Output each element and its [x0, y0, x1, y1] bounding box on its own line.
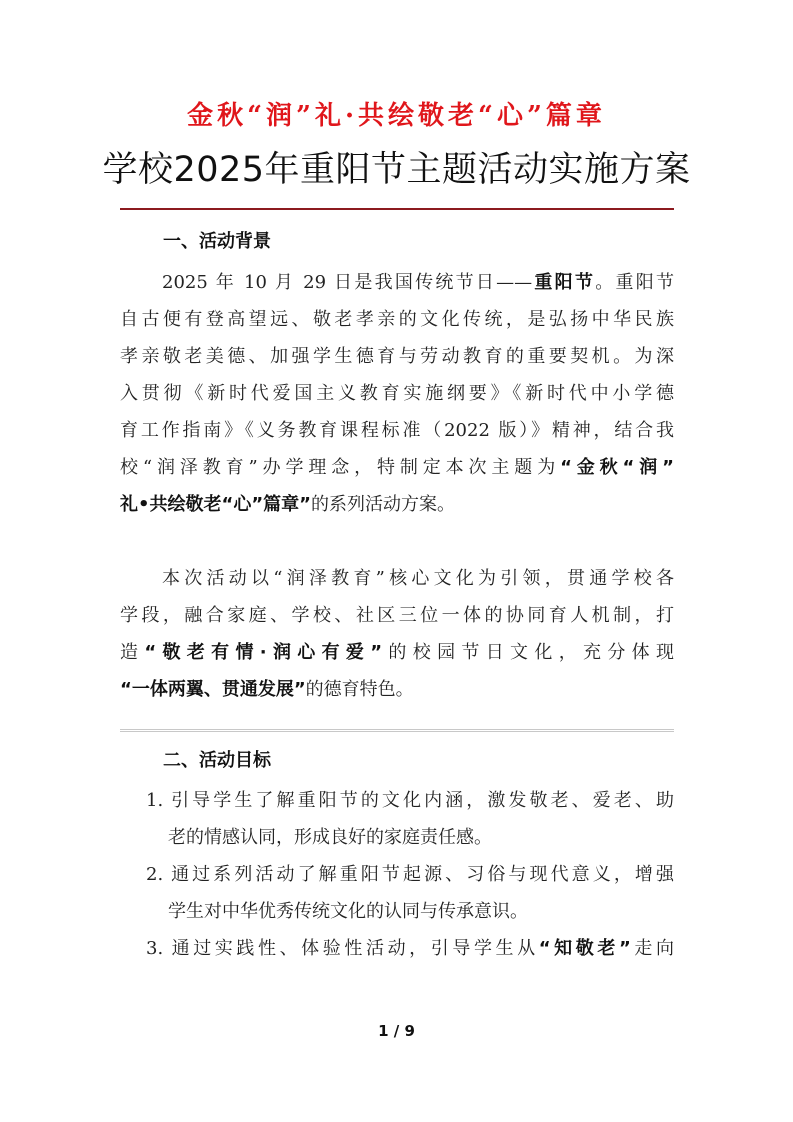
- list-item: 1. 引导学生了解重阳节的文化内涵，激发敬老、爱老、助 老的情感认同，形成良好的家庭责任感。: [146, 782, 674, 856]
- document-title: 学校2025年重阳节主题活动实施方案: [102, 150, 691, 190]
- text-line: 孝亲敬老美德、加强学生德育与劳动教育的重要契机。为深: [120, 346, 674, 367]
- page-number: 1 / 9: [378, 1022, 415, 1040]
- text-line: 2025 年 10 月 29 日是我国传统节日——重阳节。重阳节: [162, 272, 675, 293]
- text-line: 育工作指南》《义务教育课程标准（2022 版）》精神，结合我: [120, 420, 674, 441]
- text-line: “一体两翼、贯通发展”的德育特色。: [120, 679, 414, 700]
- list-number: 1.: [146, 790, 164, 811]
- list-number: 3.: [146, 938, 164, 959]
- text-line: 入贯彻《新时代爱国主义教育实施纲要》《新时代中小学德: [120, 383, 674, 404]
- background-paragraph-2: [120, 560, 674, 708]
- background-paragraph-1: [120, 264, 674, 523]
- text-line: 自古便有登高望远、敬老孝亲的文化传统，是弘扬中华民族: [120, 309, 674, 330]
- goals-list: [146, 782, 674, 967]
- list-item: 3. 通过实践性、体验性活动，引导学生从“知敬老”走向: [146, 930, 674, 967]
- section-heading-goals: 二、活动目标: [163, 750, 271, 771]
- text-line: 本次活动以“润泽教育”核心文化为引领，贯通学校各: [162, 568, 674, 589]
- text-line: 造“敬老有情·润心有爱”的校园节日文化，充分体现: [120, 642, 675, 663]
- title-divider: [120, 208, 674, 210]
- section-divider: [120, 729, 674, 732]
- list-number: 2.: [146, 864, 164, 885]
- list-item: 2. 通过系列活动了解重阳节起源、习俗与现代意义，增强 学生对中华优秀传统文化的认同与传承意识。: [146, 856, 674, 930]
- document-subtitle: 金秋“润”礼·共绘敬老“心”篇章: [187, 101, 606, 131]
- text-line: 礼•共绘敬老“心”篇章”的系列活动方案。: [120, 494, 455, 515]
- text-line: 学段，融合家庭、学校、社区三位一体的协同育人机制，打: [120, 605, 674, 626]
- section-heading-background: 一、活动背景: [163, 231, 271, 252]
- text-line: 校“润泽教育”办学理念，特制定本次主题为“金秋“润”: [120, 457, 674, 478]
